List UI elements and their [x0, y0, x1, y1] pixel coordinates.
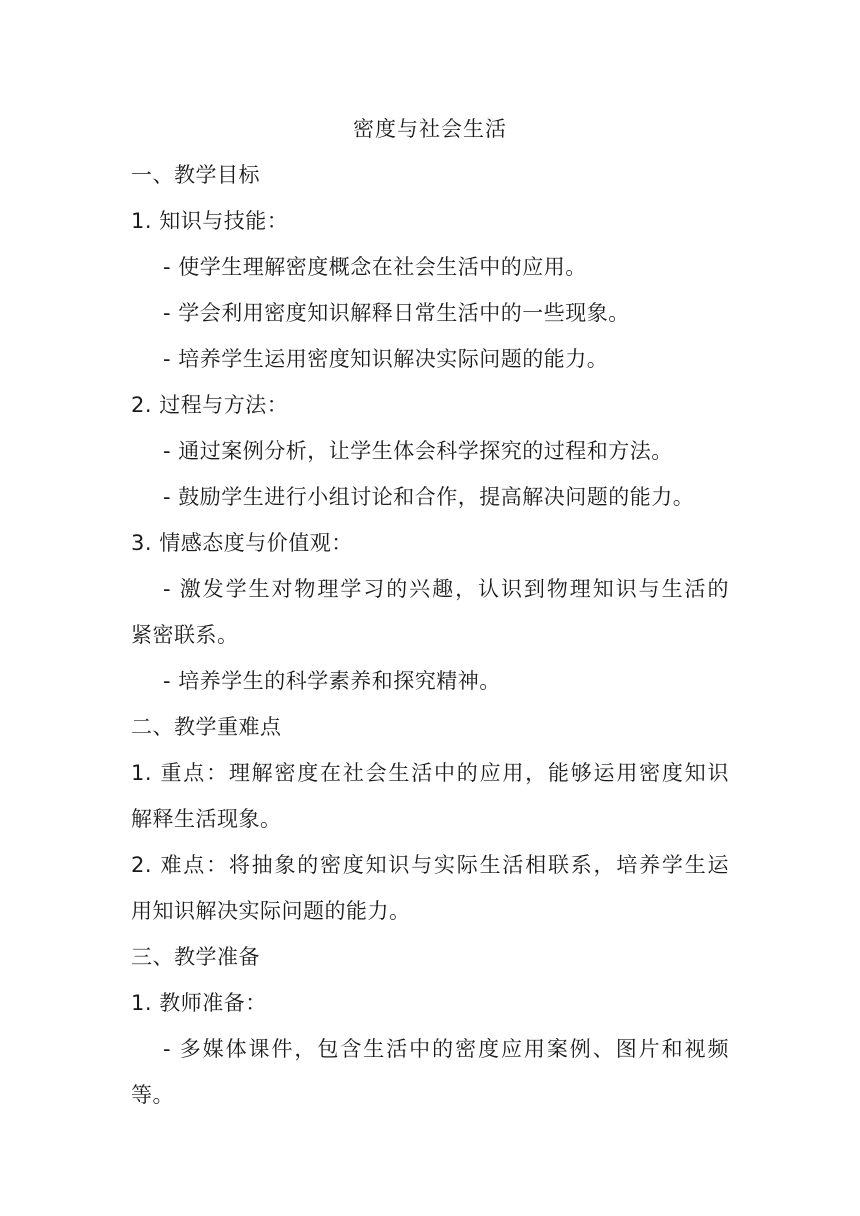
bullet-item: - 通过案例分析，让学生体会科学探究的过程和方法。 — [163, 439, 673, 463]
subheading-knowledge-skills: 1. 知识与技能： — [131, 209, 289, 233]
bullet-item: - 培养学生的科学素养和探究精神。 — [163, 669, 501, 693]
bullet-item: - 培养学生运用密度知识解决实际问题的能力。 — [163, 347, 609, 371]
paragraph-difficulty: 2. 难点：将抽象的密度知识与实际生活相联系，培养学生运 — [131, 853, 729, 877]
subheading-teacher-preparation: 1. 教师准备： — [131, 991, 267, 1015]
bullet-item: - 鼓励学生进行小组讨论和合作，提高解决问题的能力。 — [163, 485, 695, 509]
bullet-item: - 多媒体课件，包含生活中的密度应用案例、图片和视频 — [163, 1037, 729, 1061]
section-heading-key-points: 二、教学重难点 — [131, 715, 282, 739]
paragraph-continuation: 解释生活现象。 — [131, 807, 282, 831]
subheading-attitude-values: 3. 情感态度与价值观： — [131, 531, 353, 555]
bullet-item: - 使学生理解密度概念在社会生活中的应用。 — [163, 255, 587, 279]
document-title: 密度与社会生活 — [353, 117, 507, 141]
subheading-process-method: 2. 过程与方法： — [131, 393, 289, 417]
bullet-item: - 学会利用密度知识解释日常生活中的一些现象。 — [163, 301, 630, 325]
section-heading-objectives: 一、教学目标 — [131, 163, 260, 187]
bullet-item-continuation: 等。 — [131, 1083, 174, 1107]
paragraph-continuation: 用知识解决实际问题的能力。 — [131, 899, 411, 923]
section-heading-preparation: 三、教学准备 — [131, 945, 260, 969]
document-body — [131, 106, 729, 1118]
bullet-item: - 激发学生对物理学习的兴趣，认识到物理知识与生活的 — [163, 577, 729, 601]
paragraph-key-point: 1. 重点：理解密度在社会生活中的应用，能够运用密度知识 — [131, 761, 729, 785]
bullet-item-continuation: 紧密联系。 — [131, 623, 239, 647]
